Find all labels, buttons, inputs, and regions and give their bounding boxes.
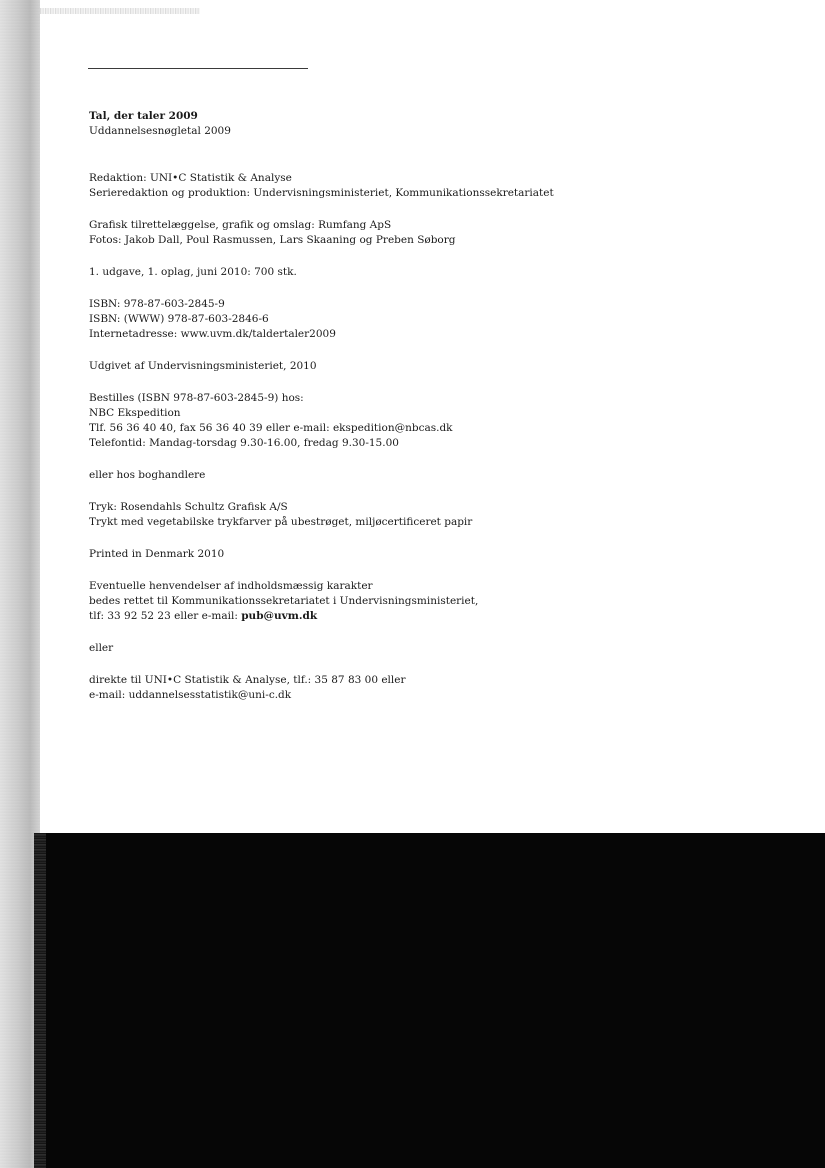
inquiries-line-2: bedes rettet til Kommunikationssekretariatet i Undervisningsministeriet, — [89, 595, 479, 607]
credit-series: Serieredaktion og produktion: Undervisningsministeriet, Kommunikationssekretariatet — [89, 187, 554, 199]
internet-address: Internetadresse: www.uvm.dk/taldertaler2009 — [89, 328, 336, 340]
order-intro: Bestilles (ISBN 978-87-603-2845-9) hos: — [89, 392, 304, 404]
publisher-info: Udgivet af Undervisningsministeriet, 2010 — [89, 360, 317, 372]
isbn-print: ISBN: 978-87-603-2845-9 — [89, 298, 225, 310]
direct-contact: direkte til UNI•C Statistik & Analyse, tlf.: 35 87 83 00 eller — [89, 674, 406, 686]
printed-in: Printed in Denmark 2010 — [89, 548, 225, 560]
printer: Tryk: Rosendahls Schultz Grafisk A/S — [89, 501, 288, 513]
credit-design: Grafisk tilrettelæggelse, grafik og omslag: Rumfang ApS — [89, 219, 392, 231]
colophon — [89, 109, 789, 703]
inquiries-phone: tlf: 33 92 52 23 eller e-mail: — [89, 610, 242, 622]
order-hours: Telefontid: Mandag-torsdag 9.30-16.00, fredag 9.30-15.00 — [89, 437, 399, 449]
isbn-web: ISBN: (WWW) 978-87-603-2846-6 — [89, 313, 269, 325]
inquiries-line-3 — [89, 609, 789, 624]
inquiries-email: pub@uvm.dk — [241, 610, 318, 622]
bookstores-note: eller hos boghandlere — [89, 469, 206, 481]
order-name: NBC Ekspedition — [89, 407, 181, 419]
scan-dark-area — [34, 833, 825, 1168]
credit-photos: Fotos: Jakob Dall, Poul Rasmussen, Lars Skaaning og Preben Søborg — [89, 234, 456, 246]
document-title: Tal, der taler 2009 — [89, 110, 198, 122]
direct-email: e-mail: uddannelsesstatistik@uni-c.dk — [89, 689, 292, 701]
credit-editor: Redaktion: UNI•C Statistik & Analyse — [89, 172, 292, 184]
document-subtitle: Uddannelsesnøgletal 2009 — [89, 125, 231, 137]
or-text: eller — [89, 642, 114, 654]
order-contact: Tlf. 56 36 40 40, fax 56 36 40 39 eller e-mail: ekspedition@nbcas.dk — [89, 422, 453, 434]
inquiries-line-1: Eventuelle henvendelser af indholdsmæssig karakter — [89, 580, 373, 592]
edition-info: 1. udgave, 1. oplag, juni 2010: 700 stk. — [89, 266, 297, 278]
scan-top-edge — [40, 8, 200, 14]
print-note: Trykt med vegetabilske trykfarver på ubestrøget, miljøcertificeret papir — [89, 516, 473, 528]
top-rule — [88, 68, 308, 69]
